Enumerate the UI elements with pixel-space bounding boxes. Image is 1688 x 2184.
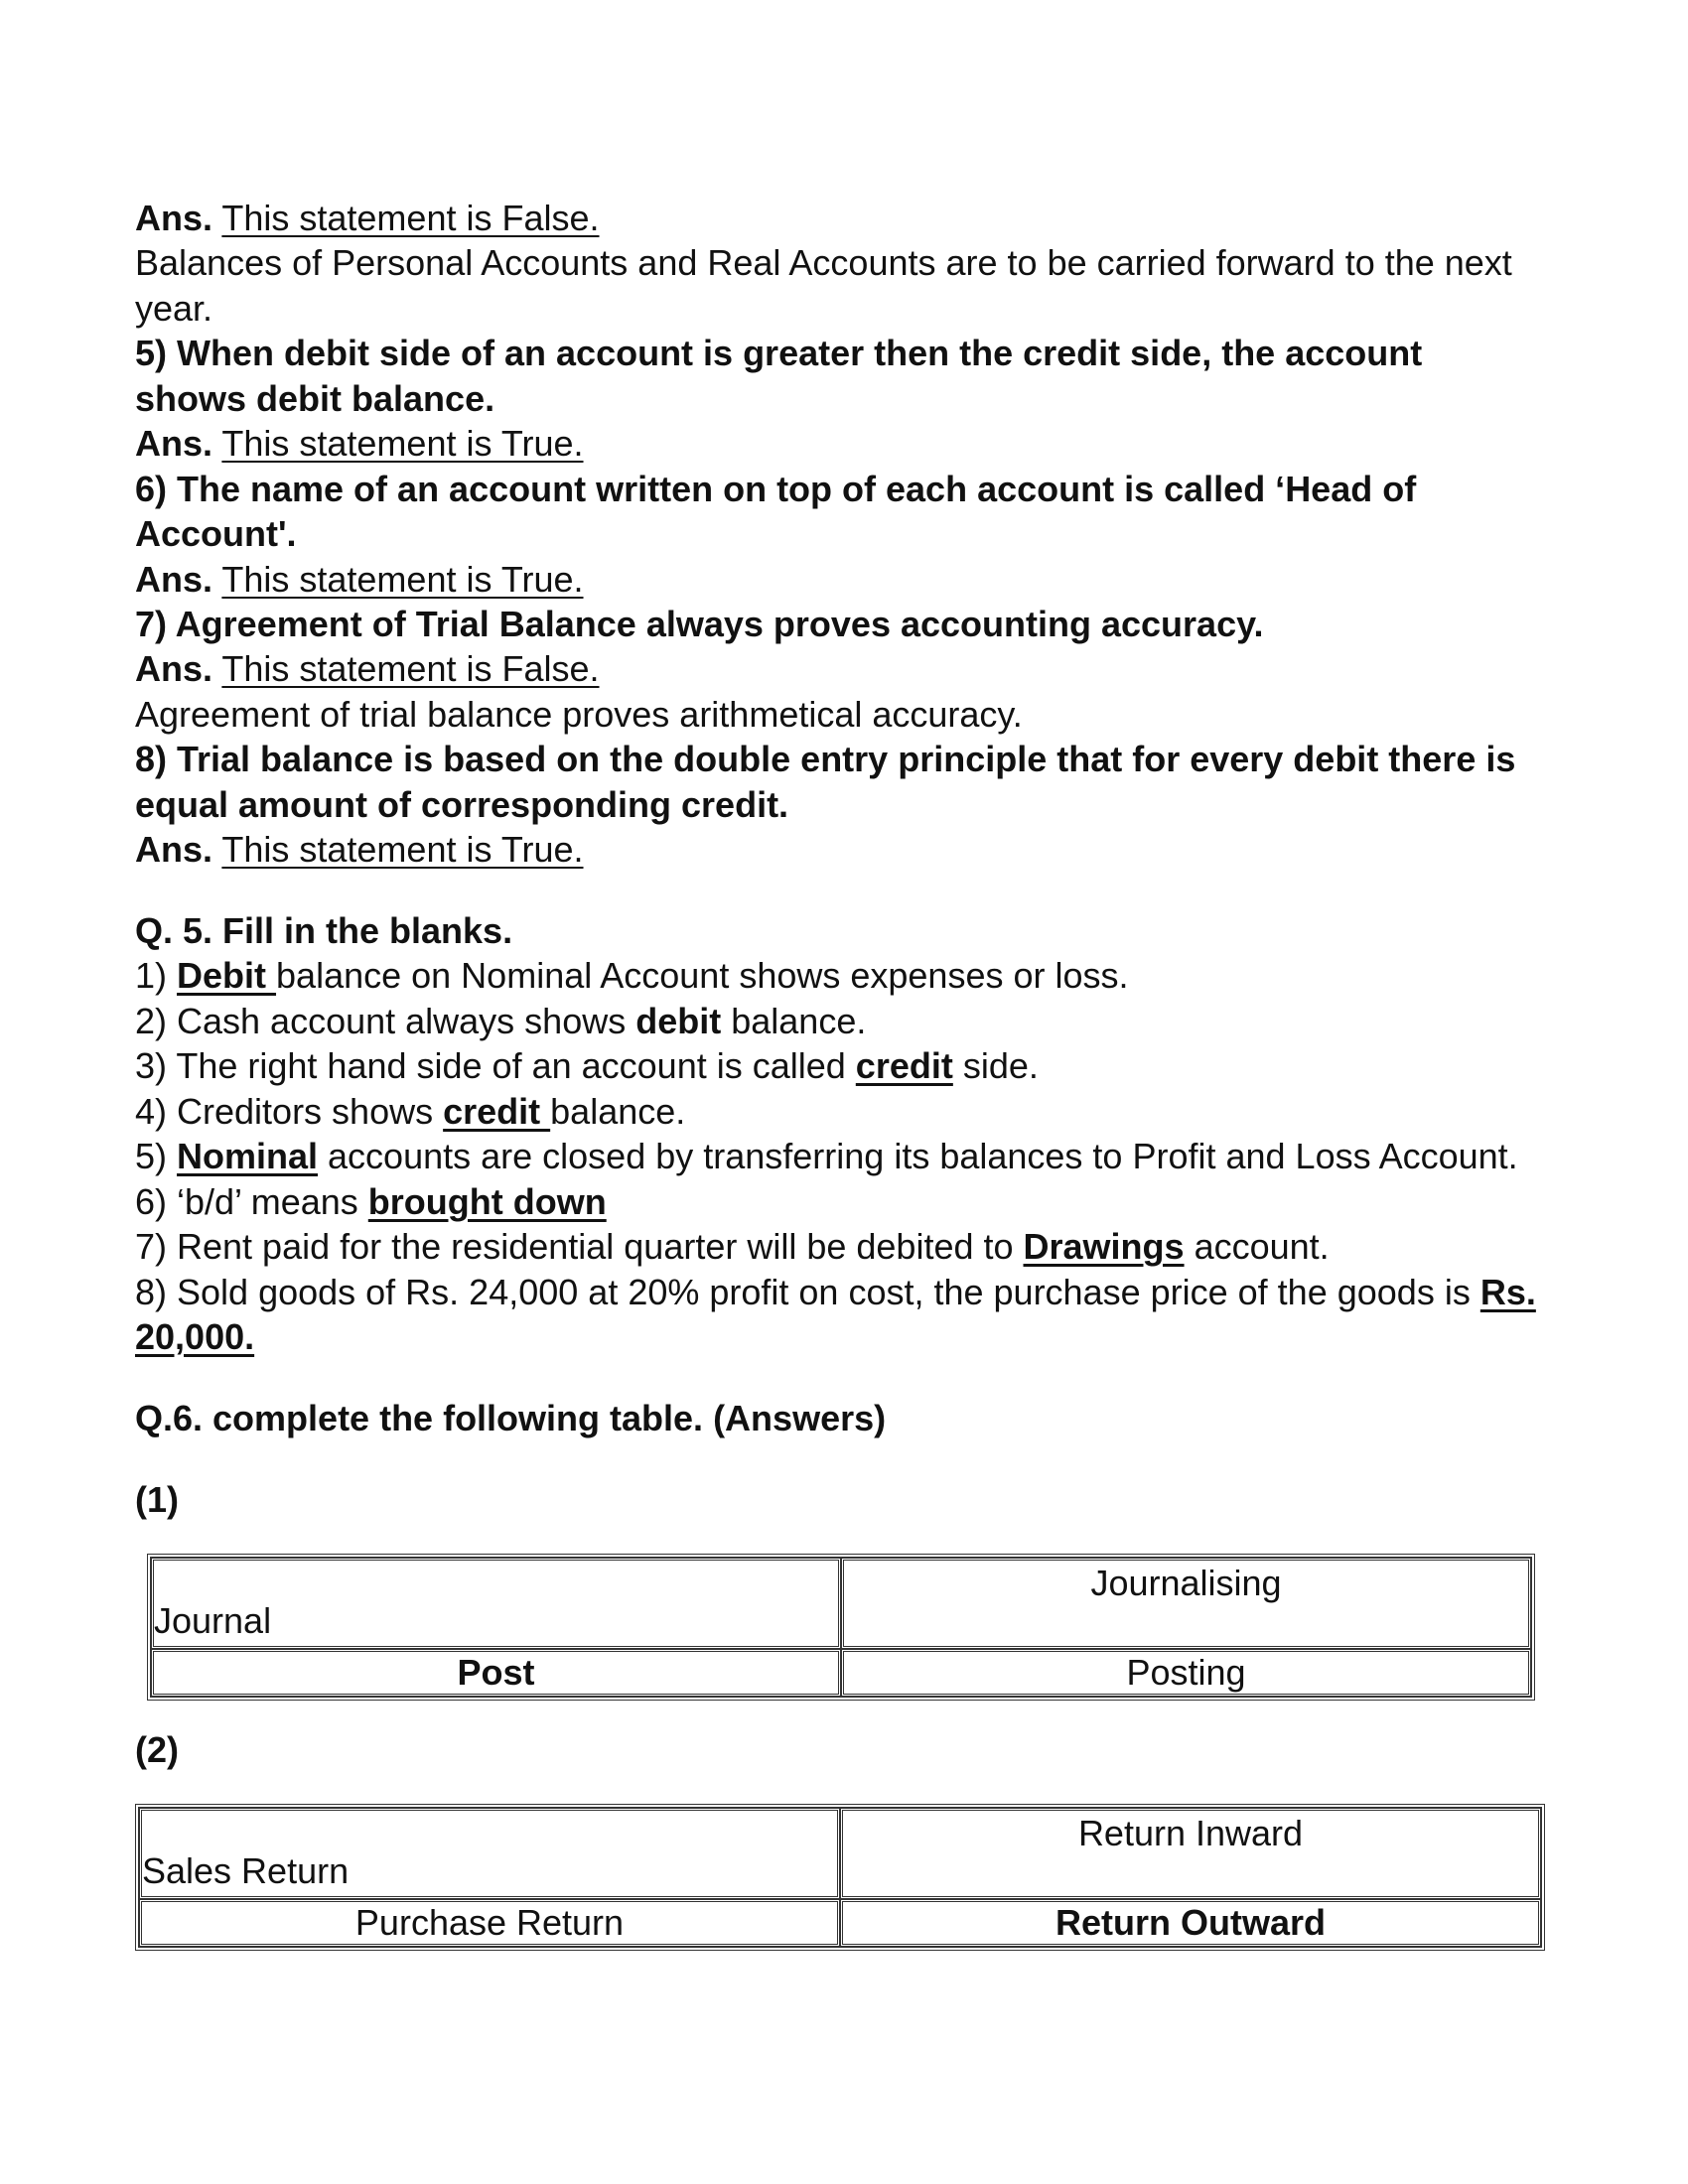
table-cell bbox=[151, 1558, 841, 1649]
blank-answer: credit bbox=[855, 1045, 953, 1086]
item-text: 2) Cash account always shows bbox=[135, 1001, 636, 1041]
question-statement: 7) Agreement of Trial Balance always proves accounting accuracy. bbox=[135, 604, 1264, 644]
question-statement: shows debit balance. bbox=[135, 378, 495, 419]
answer-table-2 bbox=[135, 1804, 1545, 1951]
item-text: accounts are closed by transferring its balances to Profit and Loss Account. bbox=[318, 1136, 1518, 1176]
answer-table-1 bbox=[147, 1554, 1535, 1701]
item-text: 3) The right hand side of an account is called bbox=[135, 1045, 856, 1086]
ans-label: Ans. bbox=[135, 423, 213, 464]
fill-blank-item bbox=[135, 1270, 1536, 1315]
answer-line bbox=[135, 421, 584, 467]
ans-text: This statement is False. bbox=[221, 198, 600, 238]
answer-line bbox=[135, 196, 600, 241]
ans-text: This statement is True. bbox=[221, 559, 584, 600]
blank-answer: credit bbox=[443, 1091, 551, 1132]
table-cell: Posting bbox=[841, 1649, 1531, 1697]
ans-label: Ans. bbox=[135, 648, 213, 689]
explanation-text: Balances of Personal Accounts and Real Accounts are to be carried forward to the next bbox=[135, 242, 1512, 283]
answer-line bbox=[135, 646, 600, 692]
blank-answer: Rs. bbox=[1479, 1272, 1536, 1312]
table-label: (1) bbox=[135, 1479, 179, 1520]
blank-answer: Debit bbox=[177, 955, 277, 996]
item-text: balance. bbox=[721, 1001, 867, 1041]
explanation-text: year. bbox=[135, 288, 213, 329]
question-statement: 5) When debit side of an account is greater then the credit side, the account bbox=[135, 333, 1423, 373]
table-cell: Purchase Return bbox=[139, 1899, 840, 1947]
fill-blank-item-continued bbox=[135, 1314, 254, 1360]
cell-text: Sales Return bbox=[142, 1850, 350, 1891]
question-statement: equal amount of corresponding credit. bbox=[135, 784, 789, 825]
table-cell bbox=[139, 1808, 840, 1899]
item-text: 4) Creditors shows bbox=[135, 1091, 444, 1132]
fill-blank-item bbox=[135, 1043, 1039, 1089]
ans-label: Ans. bbox=[135, 198, 213, 238]
fill-blank-item bbox=[135, 1224, 1330, 1270]
ans-text: This statement is True. bbox=[221, 423, 584, 464]
ans-label: Ans. bbox=[135, 829, 213, 870]
item-text: side. bbox=[952, 1045, 1039, 1086]
question-statement: 6) The name of an account written on top of each account is called ‘Head of bbox=[135, 469, 1417, 509]
table-cell bbox=[840, 1808, 1541, 1899]
item-text: account. bbox=[1184, 1226, 1330, 1267]
table-cell bbox=[841, 1558, 1531, 1649]
section-heading: Q. 5. Fill in the blanks. bbox=[135, 910, 513, 951]
question-statement: 8) Trial balance is based on the double entry principle that for every debit there is bbox=[135, 739, 1516, 779]
answer-line bbox=[135, 827, 584, 873]
item-text: 6) ‘b/d’ means bbox=[135, 1181, 368, 1222]
question-statement: Account'. bbox=[135, 513, 297, 554]
item-text: 1) bbox=[135, 955, 178, 996]
fill-blank-item bbox=[135, 1179, 607, 1225]
fill-blank-item bbox=[135, 1134, 1518, 1179]
ans-text: This statement is False. bbox=[221, 648, 600, 689]
blank-answer: Nominal bbox=[177, 1136, 319, 1176]
blank-answer: debit bbox=[635, 1001, 722, 1041]
table-cell: Return Outward bbox=[840, 1899, 1541, 1947]
cell-text: Journalising bbox=[1090, 1563, 1282, 1603]
ans-label: Ans. bbox=[135, 559, 213, 600]
blank-answer: brought down bbox=[367, 1181, 607, 1222]
section-heading: Q.6. complete the following table. (Answers) bbox=[135, 1398, 887, 1438]
item-text: 8) Sold goods of Rs. 24,000 at 20% profit on cost, the purchase price of the goods is bbox=[135, 1272, 1480, 1312]
item-text: balance. bbox=[550, 1091, 686, 1132]
explanation-text: Agreement of trial balance proves arithmetical accuracy. bbox=[135, 694, 1023, 735]
cell-text: Journal bbox=[154, 1600, 272, 1641]
cell-text: Return Inward bbox=[1077, 1813, 1304, 1853]
answer-line bbox=[135, 557, 584, 603]
item-text: 7) Rent paid for the residential quarter will be debited to bbox=[135, 1226, 1024, 1267]
fill-blank-item bbox=[135, 999, 866, 1044]
fill-blank-item bbox=[135, 953, 1129, 999]
ans-text: This statement is True. bbox=[221, 829, 584, 870]
item-text: 5) bbox=[135, 1136, 178, 1176]
fill-blank-item bbox=[135, 1089, 685, 1135]
table-cell: Post bbox=[151, 1649, 841, 1697]
item-text: balance on Nominal Account shows expenses or loss. bbox=[276, 955, 1129, 996]
table-label: (2) bbox=[135, 1729, 179, 1770]
blank-answer: 20,000. bbox=[135, 1316, 255, 1357]
blank-answer: Drawings bbox=[1023, 1226, 1185, 1267]
